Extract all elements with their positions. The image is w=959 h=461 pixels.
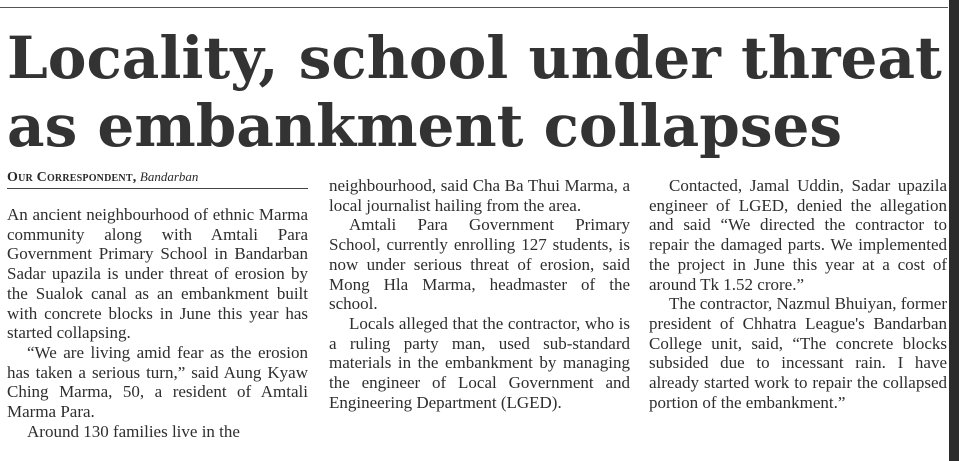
column-3 xyxy=(649,176,947,412)
paragraph: Around 130 families live in the xyxy=(27,421,240,441)
paragraph: An ancient neighbourhood of ethnic Marma community along with Amtali Para Government Primary School in Bandarban Sadar upazila is under threat of erosion by the Sualok canal as an embankment built with concrete blocks in June this year has started collapsing. xyxy=(7,205,308,343)
top-rule xyxy=(0,7,948,8)
byline xyxy=(7,168,308,189)
headline: Locality, school under threat as embankment collapses xyxy=(7,24,942,160)
column-2 xyxy=(329,176,630,412)
paragraph: Amtali Para Government Primary School, currently enrolling 127 students, is now under serious threat of erosion, said Mong Hla Marma, headmaster of the school. xyxy=(329,215,630,314)
page-edge xyxy=(949,0,959,461)
byline-author: Our Correspondent, xyxy=(7,170,137,185)
paragraph: Contacted, Jamal Uddin, Sadar upazila engineer of LGED, denied the allegation and said “We directed the contractor to repair the damaged parts. We implemented the project in June this year at a cost of around Tk 1.52 crore.” xyxy=(649,176,947,294)
paragraph: The contractor, Nazmul Bhuiyan, former president of Chhatra League's Bandarban College unit, said, “The concrete blocks subsided due to incessant rain. I have already started work to repair the collapsed portion of the embankment.” xyxy=(649,294,947,412)
byline-place: Bandarban xyxy=(139,169,199,184)
paragraph: “We are living amid fear as the erosion has taken a serious turn,” said Aung Kyaw Ching Marma, 50, a resident of Amtali Marma Para. xyxy=(7,342,308,422)
paragraph: Locals alleged that the contractor, who is a ruling party man, used sub-standard materials in the embankment by managing the engineer of Local Government and Engineering Department (LGED). xyxy=(329,313,630,412)
column-1 xyxy=(7,205,308,441)
paragraph: neighbourhood, said Cha Ba Thui Marma, a local journalist hailing from the area. xyxy=(329,176,630,215)
